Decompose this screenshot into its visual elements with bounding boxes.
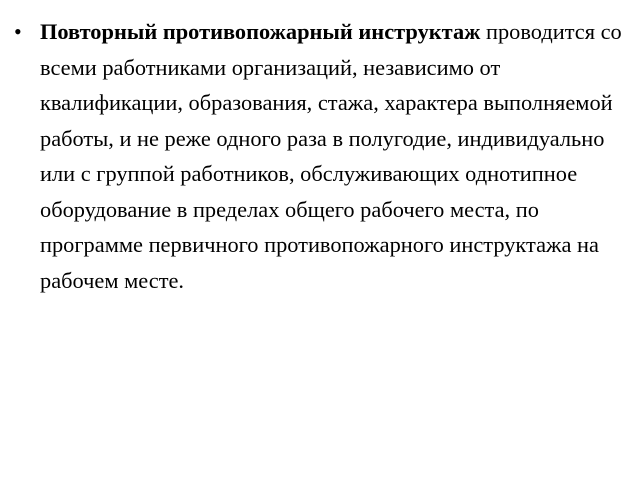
- bold-lead-text: Повторный противопожарный инструктаж: [40, 19, 481, 44]
- body-text: проводится со всеми работниками организаций, независимо от квалификации, образования, стажа, характера выполняемой работы, и не реже одного раза в полугодие, индивидуально или с группой работников, обслуживающих однотипное оборудование в пределах общего рабочего места, по программе первичного противопожарного инструктажа на рабочем месте.: [40, 19, 622, 293]
- bullet-paragraph: [40, 14, 630, 298]
- bullet-icon: •: [14, 19, 22, 44]
- bullet-item: [14, 14, 630, 298]
